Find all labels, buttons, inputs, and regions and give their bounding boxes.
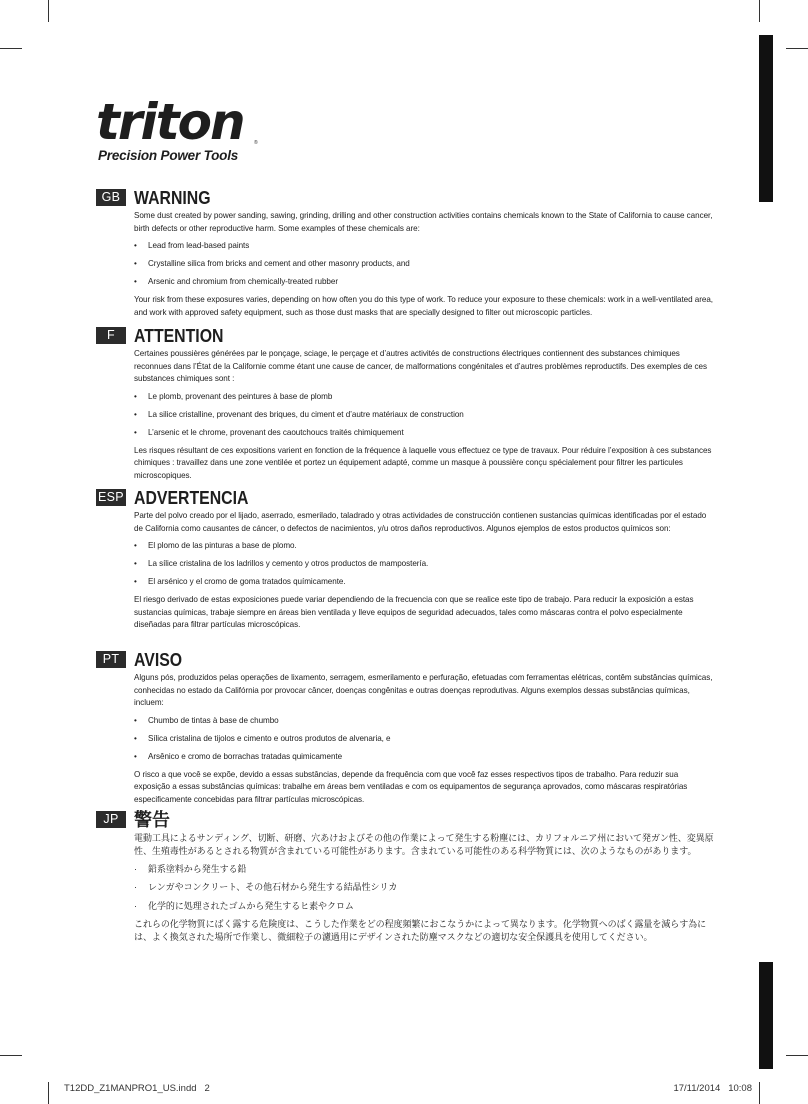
crop-mark-bottom-left <box>0 1055 22 1056</box>
list-item: · 化学的に処理されたゴムから発生するヒ素やクロム <box>134 900 354 911</box>
brand-tagline: Precision Power Tools <box>98 148 239 163</box>
chemical-list <box>134 540 716 589</box>
list-item: • Le plomb, provenant des peintures à base de plomb <box>134 391 716 404</box>
list-item: • La sílice cristalina de los ladrillos y cemento y otros productos de mampostería. <box>134 558 716 571</box>
chemical-list <box>134 863 716 913</box>
footer-timestamp: 17/11/2014 10:08 <box>673 1083 752 1094</box>
language-badge: JP <box>96 811 126 828</box>
list-item: • La silice cristalline, provenant des briques, du ciment et d’autre matériaux de construction <box>134 409 716 422</box>
warning-section-f <box>96 324 716 483</box>
bullet-glyph: · <box>134 882 137 893</box>
section-heading: 警告 <box>134 810 170 830</box>
section-intro: Certaines poussières générées par le ponçage, sciage, le perçage et d’autres activités de constructions électriques contiennent des substances chimiques reconnues dans l’État de la Californie comme étant une cause de cancer, de malformations congénitales et d’autres problèmes reproductifs. Des exemples de ces substances chimiques sont : <box>134 349 707 384</box>
bullet-glyph: • <box>134 277 137 287</box>
section-intro: Parte del polvo creado por el lijado, aserrado, esmerilado, taladrado y otras actividades de construcción contienen sustancias químicas identificadas por el estado de California como causantes de cáncer, o defectos de nacimientos, y/u otros daños reproductivos. Algunos ejemplos de estos productos químicos son: <box>134 511 707 533</box>
list-item: • L’arsenic et le chrome, provenant des caoutchoucs traités chimiquement <box>134 427 716 440</box>
list-item: • Lead from lead-based paints <box>134 240 716 253</box>
bullet-glyph: • <box>134 241 137 251</box>
section-outro: Your risk from these exposures varies, depending on how often you do this type of work. To reduce your exposure to these chemicals: work in a well-ventilated area, and work with approved safety equipment, such as those dust masks that are specially designed to filter out microscopic particles. <box>134 295 713 317</box>
list-item: · レンガやコンクリート、その他石材から発生する結晶性シリカ <box>134 882 398 893</box>
bullet-glyph: • <box>134 715 137 725</box>
section-heading: WARNING <box>134 188 211 208</box>
list-item: · 鉛系塗料から発生する鉛 <box>134 864 247 874</box>
section-outro: El riesgo derivado de estas exposiciones puede variar dependiendo de la frecuencia con que se realice este tipo de trabajo. Para reducir la exposición a estas sustancias químicas, trabaje siempre en áreas bien ventilada y lleve equipos de seguridad adecuados, tales como máscaras contra el polvo especialmente diseñadas para filtrar partículas microscópicas. <box>134 595 694 630</box>
brand-logo <box>96 92 266 168</box>
language-badge: ESP <box>96 489 126 506</box>
bullet-glyph: • <box>134 577 137 587</box>
list-item: • Crystalline silica from bricks and cement and other masonry products, and <box>134 258 716 271</box>
crop-mark-top-right-vertical <box>759 0 760 22</box>
list-item: • El arsénico y el cromo de goma tratados químicamente. <box>134 576 716 589</box>
crop-mark-bottom-right-vertical <box>759 1082 760 1104</box>
list-item: • El plomo de las pinturas a base de plomo. <box>134 540 716 553</box>
crop-mark-top-left <box>0 48 22 49</box>
crop-mark-bottom-right <box>786 1055 808 1056</box>
bullet-glyph: • <box>134 391 137 401</box>
bullet-glyph: • <box>134 409 137 419</box>
bullet-glyph: • <box>134 541 137 551</box>
section-outro: Les risques résultant de ces expositions varient en fonction de la fréquence à laquelle vous effectuez ce type de travaux. Pour réduire l’exposition à ces substances chimiques : travaillez dans une zone ventilée et portez un équipement adapté, comme un masque à poussière conçu spécialement pour filtrer les particules microscopiques. <box>134 445 712 480</box>
section-intro: Alguns pós, produzidos pelas operações de lixamento, serragem, esmerilamento e perfuração, efetuadas com ferramentas elétricas, contêm substâncias químicas, conhecidas no estado da Califórnia por provocar câncer, doenças congênitas e outras doenças reprodutivas. Alguns exemplos dessas substâncias químicas, incluem: <box>134 673 713 708</box>
crop-mark-top-right <box>786 48 808 49</box>
registered-mark: ® <box>254 140 258 146</box>
list-item: • Arsenic and chromium from chemically-treated rubber <box>134 276 716 289</box>
bullet-glyph: · <box>134 864 137 874</box>
crop-mark-top-left-vertical <box>48 0 49 22</box>
language-badge: GB <box>96 189 126 206</box>
bullet-glyph: • <box>134 559 137 569</box>
brand-wordmark: triton <box>96 93 244 151</box>
section-heading: ADVERTENCIA <box>134 488 249 508</box>
section-heading: AVISO <box>134 650 183 670</box>
bullet-glyph: • <box>134 751 137 761</box>
crop-mark-bottom-left-vertical <box>48 1082 49 1104</box>
side-bar-bottom <box>759 962 773 1069</box>
list-item: • Arsênico e cromo de borrachas tratadas quimicamente <box>134 751 716 764</box>
bullet-glyph: · <box>134 900 137 911</box>
section-outro: O risco a que você se expõe, devido a essas substâncias, depende da frequência com que você faz esses respectivos tipos de trabalho. Para reduzir sua exposição a essas substâncias químicas: trabalhe em áreas bem ventiladas e com os equipamentos de segurança aprovados, como máscaras respiratórias especificamente concebidas para filtrar partículas microscópicas. <box>134 769 688 804</box>
section-outro: これらの化学物質にばく露する危険度は、こうした作業をどの程度頻繁におこなうかによって異なります。化学物質へのばく露量を減らす為には、よく換気された場所で作業し、微細粒子の濾過用にデザインされた防塵マスクなどの適切な安全保護具を使用してください。 <box>134 919 707 943</box>
list-item: • Sílica cristalina de tijolos e cimento e outros produtos de alvenaria, e <box>134 733 716 746</box>
chemical-list <box>134 391 716 440</box>
section-heading: ATTENTION <box>134 326 224 346</box>
language-badge: F <box>96 327 126 344</box>
footer-file-name: T12DD_Z1MANPRO1_US.indd 2 <box>64 1083 210 1094</box>
bullet-glyph: • <box>134 259 137 269</box>
section-intro: 電動工具によるサンディング、切断、研磨、穴あけおよびその他の作業によって発生する粉塵には、カリフォルニア州において発ガン性、変異原性、生殖毒性があるとされる物質が含まれている可能性があります。含まれている可能性のある科学物質には、次のようなものがあります。 <box>134 833 714 856</box>
warning-section-esp <box>96 486 716 632</box>
warning-section-gb <box>96 186 716 319</box>
section-intro: Some dust created by power sanding, sawing, grinding, drilling and other construction activities contains chemicals known to the State of California to cause cancer, birth defects or other reproductive harm. Some examples of these chemicals are: <box>134 211 713 233</box>
warning-section-jp <box>96 808 716 944</box>
side-bar-top <box>759 35 773 202</box>
bullet-glyph: • <box>134 427 137 437</box>
language-badge: PT <box>96 651 126 668</box>
chemical-list <box>134 715 716 764</box>
chemical-list <box>134 240 716 289</box>
bullet-glyph: • <box>134 733 137 743</box>
list-item: • Chumbo de tintas à base de chumbo <box>134 715 716 728</box>
warning-section-pt <box>96 648 716 807</box>
